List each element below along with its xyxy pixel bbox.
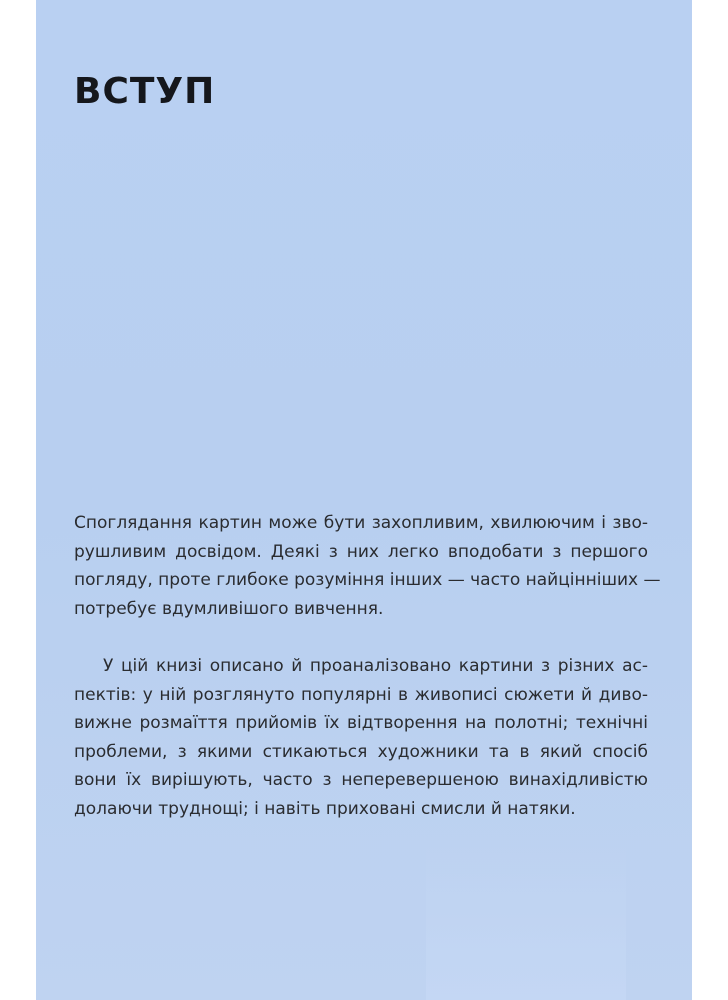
text-line: пектів: у ній розглянуто популярні в живописі сюжети й диво- — [74, 684, 648, 705]
page-title: ВСТУП — [74, 71, 216, 112]
paragraph-2 — [74, 652, 648, 823]
text-line: долаючи труднощі; і навіть приховані смисли й натяки. — [74, 798, 576, 819]
body-text — [74, 509, 661, 823]
text-line: потребує вдумливішого вивчення. — [74, 598, 384, 619]
text-line: У цій книзі описано й проаналізовано картини з різних ас- — [103, 656, 648, 676]
text-line: погляду, проте глибоке розуміння інших — часто найцінніших — — [74, 570, 661, 590]
page-light-patch — [426, 840, 626, 1000]
book-page — [36, 0, 692, 1000]
paragraph-1 — [74, 509, 661, 623]
text-line: вижне розмаїття прийомів їх відтворення на полотні; технічні — [74, 713, 648, 733]
text-line: Споглядання картин може бути захопливим, хвилюючим і зво- — [74, 513, 648, 533]
text-line: проблеми, з якими стикаються художники та в який спосіб — [74, 741, 648, 762]
paragraph-spacer — [74, 623, 648, 652]
text-line: рушливим досвідом. Деякі з них легко вподобати з першого — [74, 541, 648, 562]
text-line: вони їх вирішують, часто з неперевершеною винахідливістю — [74, 770, 648, 790]
